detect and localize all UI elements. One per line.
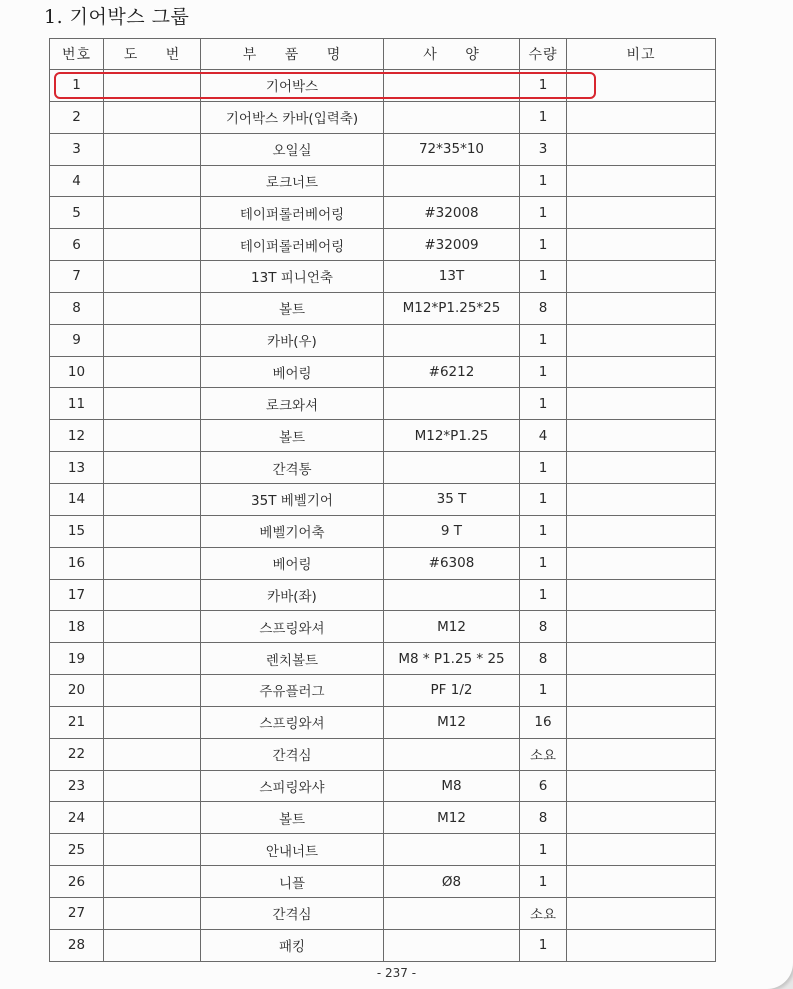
cell-drawing-number: [104, 515, 201, 547]
cell-remark: [567, 197, 716, 229]
cell-quantity: 1: [520, 101, 567, 133]
cell-quantity: 소요: [520, 738, 567, 770]
cell-quantity: 4: [520, 420, 567, 452]
cell-drawing-number: [104, 483, 201, 515]
cell-specification: 9 T: [384, 515, 520, 547]
cell-part-name: 안내너트: [201, 834, 384, 866]
cell-part-name: 베어링: [201, 547, 384, 579]
cell-drawing-number: [104, 802, 201, 834]
cell-drawing-number: [104, 770, 201, 802]
cell-quantity: 8: [520, 292, 567, 324]
cell-remark: [567, 897, 716, 929]
table-row: [50, 834, 716, 866]
cell-remark: [567, 515, 716, 547]
cell-specification: M12: [384, 611, 520, 643]
cell-remark: [567, 452, 716, 484]
cell-specification: M8: [384, 770, 520, 802]
cell-no: 16: [50, 547, 104, 579]
cell-remark: [567, 356, 716, 388]
cell-quantity: 1: [520, 483, 567, 515]
cell-specification: #32009: [384, 229, 520, 261]
cell-remark: [567, 738, 716, 770]
cell-drawing-number: [104, 611, 201, 643]
cell-drawing-number: [104, 261, 201, 293]
cell-remark: [567, 834, 716, 866]
cell-quantity: 1: [520, 834, 567, 866]
table-row: [50, 866, 716, 898]
parts-table: [49, 38, 716, 962]
cell-no: 7: [50, 261, 104, 293]
cell-quantity: 1: [520, 165, 567, 197]
cell-part-name: 오일실: [201, 133, 384, 165]
cell-quantity: 1: [520, 388, 567, 420]
table-row: [50, 292, 716, 324]
header-part-name: 부 품 명: [201, 39, 384, 70]
cell-no: 3: [50, 133, 104, 165]
cell-quantity: 1: [520, 356, 567, 388]
cell-part-name: 패킹: [201, 929, 384, 961]
cell-quantity: 1: [520, 515, 567, 547]
cell-part-name: 기어박스 카바(입력축): [201, 101, 384, 133]
cell-remark: [567, 70, 716, 102]
cell-part-name: 볼트: [201, 292, 384, 324]
cell-no: 18: [50, 611, 104, 643]
cell-no: 5: [50, 197, 104, 229]
cell-no: 10: [50, 356, 104, 388]
cell-part-name: 테이퍼롤러베어링: [201, 197, 384, 229]
cell-quantity: 8: [520, 802, 567, 834]
page-number: - 237 -: [376, 966, 417, 980]
cell-specification: [384, 738, 520, 770]
table-row: [50, 675, 716, 707]
cell-drawing-number: [104, 292, 201, 324]
page-title: 1. 기어박스 그룹: [44, 6, 190, 28]
cell-part-name: 13T 피니언축: [201, 261, 384, 293]
cell-remark: [567, 229, 716, 261]
cell-remark: [567, 420, 716, 452]
cell-no: 19: [50, 643, 104, 675]
cell-specification: M8 * P1.25 * 25: [384, 643, 520, 675]
table-row: [50, 420, 716, 452]
cell-specification: [384, 101, 520, 133]
table-row: [50, 643, 716, 675]
cell-no: 28: [50, 929, 104, 961]
cell-quantity: 8: [520, 611, 567, 643]
cell-remark: [567, 770, 716, 802]
header-remark: 비고: [567, 39, 716, 70]
table-row: [50, 802, 716, 834]
cell-quantity: 1: [520, 197, 567, 229]
cell-drawing-number: [104, 675, 201, 707]
cell-drawing-number: [104, 420, 201, 452]
cell-drawing-number: [104, 897, 201, 929]
cell-part-name: 스프링와셔: [201, 706, 384, 738]
cell-specification: M12*P1.25*25: [384, 292, 520, 324]
cell-specification: [384, 834, 520, 866]
table-row: [50, 611, 716, 643]
table-row: [50, 770, 716, 802]
cell-remark: [567, 324, 716, 356]
cell-part-name: 기어박스: [201, 70, 384, 102]
cell-remark: [567, 261, 716, 293]
table-row: [50, 897, 716, 929]
cell-quantity: 1: [520, 675, 567, 707]
cell-no: 17: [50, 579, 104, 611]
table-row: [50, 706, 716, 738]
cell-no: 26: [50, 866, 104, 898]
cell-no: 20: [50, 675, 104, 707]
cell-drawing-number: [104, 70, 201, 102]
cell-drawing-number: [104, 738, 201, 770]
cell-quantity: 1: [520, 547, 567, 579]
cell-part-name: 35T 베벨기어: [201, 483, 384, 515]
cell-part-name: 스프링와셔: [201, 611, 384, 643]
cell-remark: [567, 547, 716, 579]
table-row: [50, 197, 716, 229]
cell-no: 22: [50, 738, 104, 770]
cell-remark: [567, 133, 716, 165]
cell-drawing-number: [104, 388, 201, 420]
cell-part-name: 렌치볼트: [201, 643, 384, 675]
cell-quantity: 1: [520, 70, 567, 102]
cell-remark: [567, 643, 716, 675]
header-specification: 사 양: [384, 39, 520, 70]
cell-quantity: 1: [520, 452, 567, 484]
cell-part-name: 카바(좌): [201, 579, 384, 611]
cell-part-name: 볼트: [201, 420, 384, 452]
cell-no: 14: [50, 483, 104, 515]
cell-part-name: 볼트: [201, 802, 384, 834]
cell-remark: [567, 675, 716, 707]
table-body: [50, 70, 716, 962]
cell-drawing-number: [104, 706, 201, 738]
cell-remark: [567, 292, 716, 324]
cell-quantity: 6: [520, 770, 567, 802]
cell-part-name: 테이퍼롤러베어링: [201, 229, 384, 261]
cell-drawing-number: [104, 101, 201, 133]
cell-no: 13: [50, 452, 104, 484]
cell-no: 15: [50, 515, 104, 547]
cell-specification: [384, 165, 520, 197]
table-row: [50, 738, 716, 770]
cell-drawing-number: [104, 929, 201, 961]
cell-remark: [567, 802, 716, 834]
header-quantity: 수량: [520, 39, 567, 70]
table-row: [50, 483, 716, 515]
cell-part-name: 간격통: [201, 452, 384, 484]
cell-specification: [384, 388, 520, 420]
cell-part-name: 스피링와샤: [201, 770, 384, 802]
table-row: [50, 324, 716, 356]
cell-specification: 35 T: [384, 483, 520, 515]
table-row: [50, 229, 716, 261]
cell-drawing-number: [104, 643, 201, 675]
table-row: [50, 579, 716, 611]
cell-quantity: 16: [520, 706, 567, 738]
cell-part-name: 니플: [201, 866, 384, 898]
cell-quantity: 1: [520, 324, 567, 356]
cell-drawing-number: [104, 197, 201, 229]
cell-specification: #6212: [384, 356, 520, 388]
cell-quantity: 1: [520, 866, 567, 898]
cell-quantity: 1: [520, 229, 567, 261]
cell-specification: #6308: [384, 547, 520, 579]
cell-remark: [567, 101, 716, 133]
cell-no: 1: [50, 70, 104, 102]
cell-part-name: 간격심: [201, 897, 384, 929]
cell-quantity: 1: [520, 579, 567, 611]
cell-part-name: 로크와셔: [201, 388, 384, 420]
cell-quantity: 8: [520, 643, 567, 675]
cell-drawing-number: [104, 356, 201, 388]
cell-specification: [384, 324, 520, 356]
table-row: [50, 261, 716, 293]
cell-remark: [567, 706, 716, 738]
cell-quantity: 소요: [520, 897, 567, 929]
cell-specification: [384, 70, 520, 102]
table-row: [50, 452, 716, 484]
cell-specification: Ø8: [384, 866, 520, 898]
cell-no: 4: [50, 165, 104, 197]
cell-drawing-number: [104, 229, 201, 261]
header-drawing-number: 도 번: [104, 39, 201, 70]
cell-specification: #32008: [384, 197, 520, 229]
cell-quantity: 3: [520, 133, 567, 165]
cell-specification: 13T: [384, 261, 520, 293]
cell-drawing-number: [104, 133, 201, 165]
cell-remark: [567, 579, 716, 611]
cell-remark: [567, 483, 716, 515]
cell-remark: [567, 866, 716, 898]
cell-specification: [384, 579, 520, 611]
cell-no: 11: [50, 388, 104, 420]
cell-specification: [384, 452, 520, 484]
cell-specification: M12*P1.25: [384, 420, 520, 452]
cell-no: 21: [50, 706, 104, 738]
cell-specification: PF 1/2: [384, 675, 520, 707]
table-row: [50, 515, 716, 547]
cell-quantity: 1: [520, 929, 567, 961]
cell-part-name: 로크너트: [201, 165, 384, 197]
cell-remark: [567, 165, 716, 197]
cell-remark: [567, 611, 716, 643]
table-row: [50, 101, 716, 133]
cell-part-name: 베벨기어축: [201, 515, 384, 547]
cell-specification: [384, 929, 520, 961]
cell-drawing-number: [104, 165, 201, 197]
cell-drawing-number: [104, 452, 201, 484]
cell-specification: M12: [384, 802, 520, 834]
cell-no: 2: [50, 101, 104, 133]
cell-no: 12: [50, 420, 104, 452]
table-header-row: [50, 39, 716, 70]
cell-drawing-number: [104, 579, 201, 611]
cell-no: 8: [50, 292, 104, 324]
table-row: [50, 547, 716, 579]
cell-no: 23: [50, 770, 104, 802]
header-no: 번호: [50, 39, 104, 70]
cell-remark: [567, 929, 716, 961]
cell-no: 24: [50, 802, 104, 834]
cell-no: 9: [50, 324, 104, 356]
cell-drawing-number: [104, 324, 201, 356]
cell-drawing-number: [104, 866, 201, 898]
table-row: [50, 356, 716, 388]
cell-specification: 72*35*10: [384, 133, 520, 165]
table-row: [50, 133, 716, 165]
cell-drawing-number: [104, 547, 201, 579]
cell-specification: [384, 897, 520, 929]
table-row: [50, 388, 716, 420]
cell-specification: M12: [384, 706, 520, 738]
cell-drawing-number: [104, 834, 201, 866]
table-row: [50, 165, 716, 197]
cell-quantity: 1: [520, 261, 567, 293]
cell-remark: [567, 388, 716, 420]
table-row: [50, 929, 716, 961]
cell-no: 25: [50, 834, 104, 866]
cell-no: 27: [50, 897, 104, 929]
cell-part-name: 베어링: [201, 356, 384, 388]
table-row: [50, 70, 716, 102]
cell-part-name: 주유플러그: [201, 675, 384, 707]
cell-part-name: 카바(우): [201, 324, 384, 356]
cell-no: 6: [50, 229, 104, 261]
cell-part-name: 간격심: [201, 738, 384, 770]
